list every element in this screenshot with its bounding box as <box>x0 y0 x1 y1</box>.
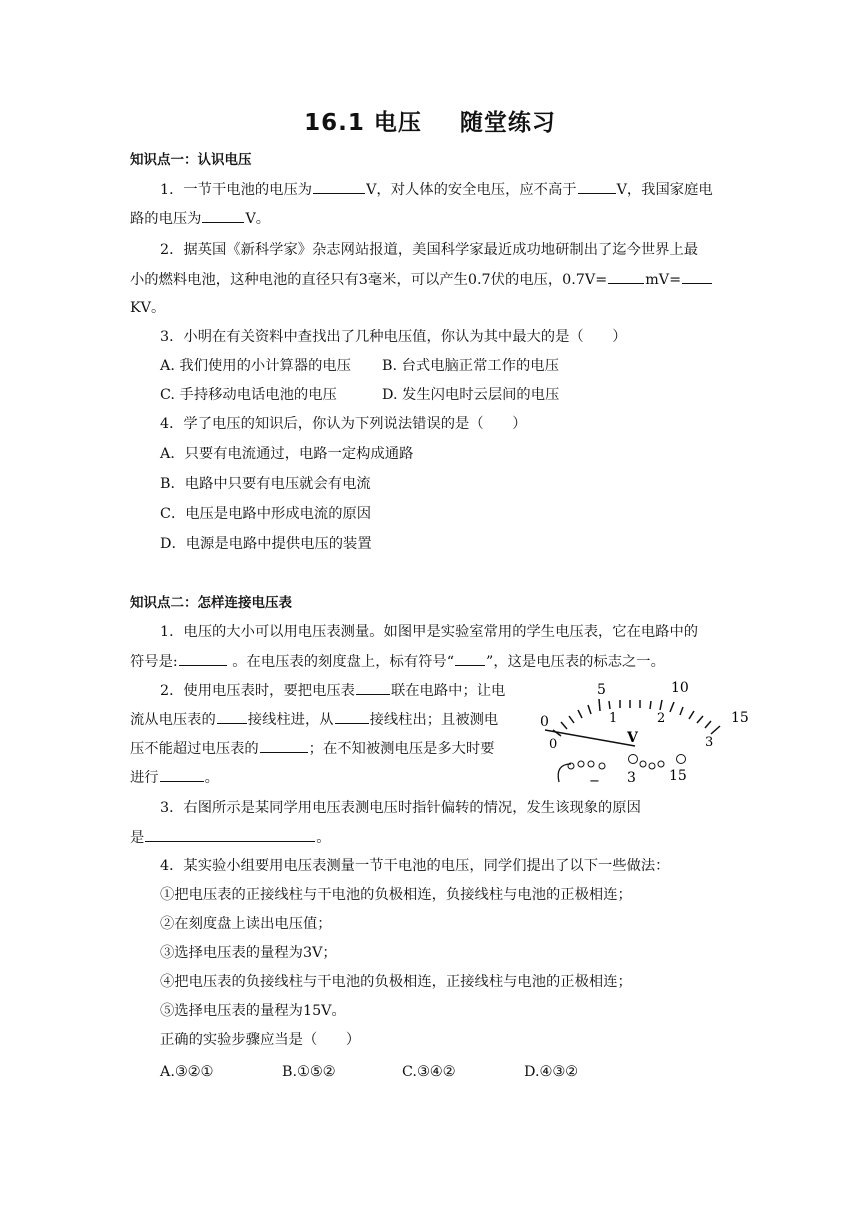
section2-heading: 知识点二：怎样连接电压表 <box>130 595 292 611</box>
terminal-icon <box>599 763 605 769</box>
wire-icon <box>558 764 571 782</box>
s1-q2-line3: KV。 <box>130 300 166 316</box>
scale-label: 0 <box>549 737 558 752</box>
terminal-icon <box>629 755 638 764</box>
terminal-label: 15 <box>669 768 687 784</box>
option-d[interactable]: D. 发生闪电时云层间的电压 <box>382 387 560 403</box>
option-b[interactable]: B.①⑤② <box>282 1064 336 1080</box>
answer-blank[interactable] <box>578 179 616 194</box>
answer-blank[interactable] <box>179 651 227 666</box>
answer-blank[interactable] <box>160 767 204 782</box>
s2-q2-line3: 压不能超过电压表的 ；在不知被测电压是多大时要 <box>130 738 495 759</box>
option-d[interactable]: D．电源是电路中提供电压的装置 <box>160 536 372 552</box>
step-5: ⑤选择电压表的量程为15V。 <box>160 1003 346 1019</box>
scale-label: 1 <box>609 711 618 726</box>
s1-q1-line1: 1．一节干电池的电压为 V，对人体的安全电压，应不高于 V，我国家庭电 <box>160 179 713 200</box>
s2-q3-line1: 3．右图所示是某同学用电压表测电压时指针偏转的情况，发生该现象的原因 <box>160 800 641 816</box>
answer-blank[interactable] <box>455 651 485 666</box>
step-1: ①把电压表的正接线柱与干电池的负极相连，负接线柱与电池的正极相连； <box>160 887 632 903</box>
step-3: ③选择电压表的量程为3V； <box>160 945 337 961</box>
s2-q3-line2: 是 。 <box>130 827 331 848</box>
s1-q1-line2: 路的电压为 V。 <box>130 208 270 229</box>
step-2: ②在刻度盘上读出电压值； <box>160 916 332 932</box>
terminal-label: 3 <box>627 770 636 786</box>
s2-q2-line4: 进行 。 <box>130 767 219 788</box>
answer-blank[interactable] <box>356 680 390 695</box>
s1-q3-options-row1 <box>160 356 559 376</box>
terminal-icon <box>658 761 664 767</box>
terminal-icon <box>578 761 584 767</box>
answer-blank[interactable] <box>608 269 644 284</box>
answer-blank[interactable] <box>682 269 712 284</box>
option-d[interactable]: D.④③② <box>524 1064 578 1080</box>
option-b[interactable]: B．电路中只要有电压就会有电流 <box>160 476 371 492</box>
s2-q4-ask: 正确的实验步骤应当是（ ） <box>160 1032 361 1048</box>
terminal-icon <box>677 755 686 764</box>
option-b[interactable]: B. 台式电脑正常工作的电压 <box>382 358 559 374</box>
option-a[interactable]: A. 我们使用的小计算器的电压 <box>160 358 351 374</box>
s2-q4-stem: 4．某实验小组要用电压表测量一节干电池的电压，同学们提出了以下一些做法： <box>160 858 670 874</box>
scale-label: 0 <box>540 714 549 730</box>
answer-blank[interactable] <box>217 709 247 724</box>
s2-q1-line1: 1．电压的大小可以用电压表测量。如图甲是实验室常用的学生电压表，它在电路中的 <box>160 624 699 640</box>
option-c[interactable]: C.③④② <box>402 1064 456 1080</box>
step-4: ④把电压表的负接线柱与干电池的负极相连，正接线柱与电池的正极相连； <box>160 974 632 990</box>
terminal-icon <box>640 761 646 767</box>
s1-q3-stem: 3．小明在有关资料中查找出了几种电压值，你认为其中最大的是（ ） <box>160 329 627 345</box>
scale-label: 3 <box>705 735 714 750</box>
scale-label: 15 <box>731 710 749 726</box>
s2-q2-line1: 2．使用电压表时，要把电压表 联在电路中；让电 <box>160 680 505 701</box>
terminal-icon <box>649 763 655 769</box>
terminal-icon <box>588 761 594 767</box>
s2-q2-line2: 流从电压表的 接线柱进，从 接线柱出；且被测电 <box>130 709 498 730</box>
section1-heading: 知识点一：认识电压 <box>130 152 252 168</box>
page-title: 16.1 电压 随堂练习 <box>304 110 556 136</box>
scale-label: 2 <box>657 711 666 726</box>
answer-blank[interactable] <box>145 827 315 842</box>
answer-blank[interactable] <box>335 709 369 724</box>
s1-q3-options-row2 <box>160 385 559 405</box>
answer-blank[interactable] <box>202 208 244 223</box>
s1-q2-line1: 2．据英国《新科学家》杂志网站报道，美国科学家最近成功地研制出了迄今世界上最 <box>160 242 699 258</box>
s2-q1-line2: 符号是: 。在电压表的刻度盘上，标有符号“ ”，这是电压表的标志之一。 <box>130 651 665 672</box>
answer-blank[interactable] <box>260 738 308 753</box>
unit-label: V <box>627 730 638 746</box>
s1-q2-line2: 小的燃料电池，这种电池的直径只有3毫米，可以产生0.7伏的电压，0.7V= mV= <box>130 269 713 290</box>
option-a[interactable]: A．只要有电流通过，电路一定构成通路 <box>160 446 414 462</box>
option-a[interactable]: A.③②① <box>160 1064 214 1080</box>
s1-q4-stem: 4．学了电压的知识后，你认为下列说法错误的是（ ） <box>160 416 527 432</box>
scale-label: 10 <box>671 680 689 696</box>
voltmeter-figure <box>535 672 755 796</box>
option-c[interactable]: C．电压是电路中形成电流的原因 <box>160 506 372 522</box>
scale-label: 5 <box>597 682 606 698</box>
answer-blank[interactable] <box>313 179 365 194</box>
s2-q4-options <box>160 1062 578 1082</box>
option-c[interactable]: C. 手持移动电话电池的电压 <box>160 387 337 403</box>
voltmeter-needle <box>545 730 635 746</box>
terminal-label: − <box>589 774 600 789</box>
